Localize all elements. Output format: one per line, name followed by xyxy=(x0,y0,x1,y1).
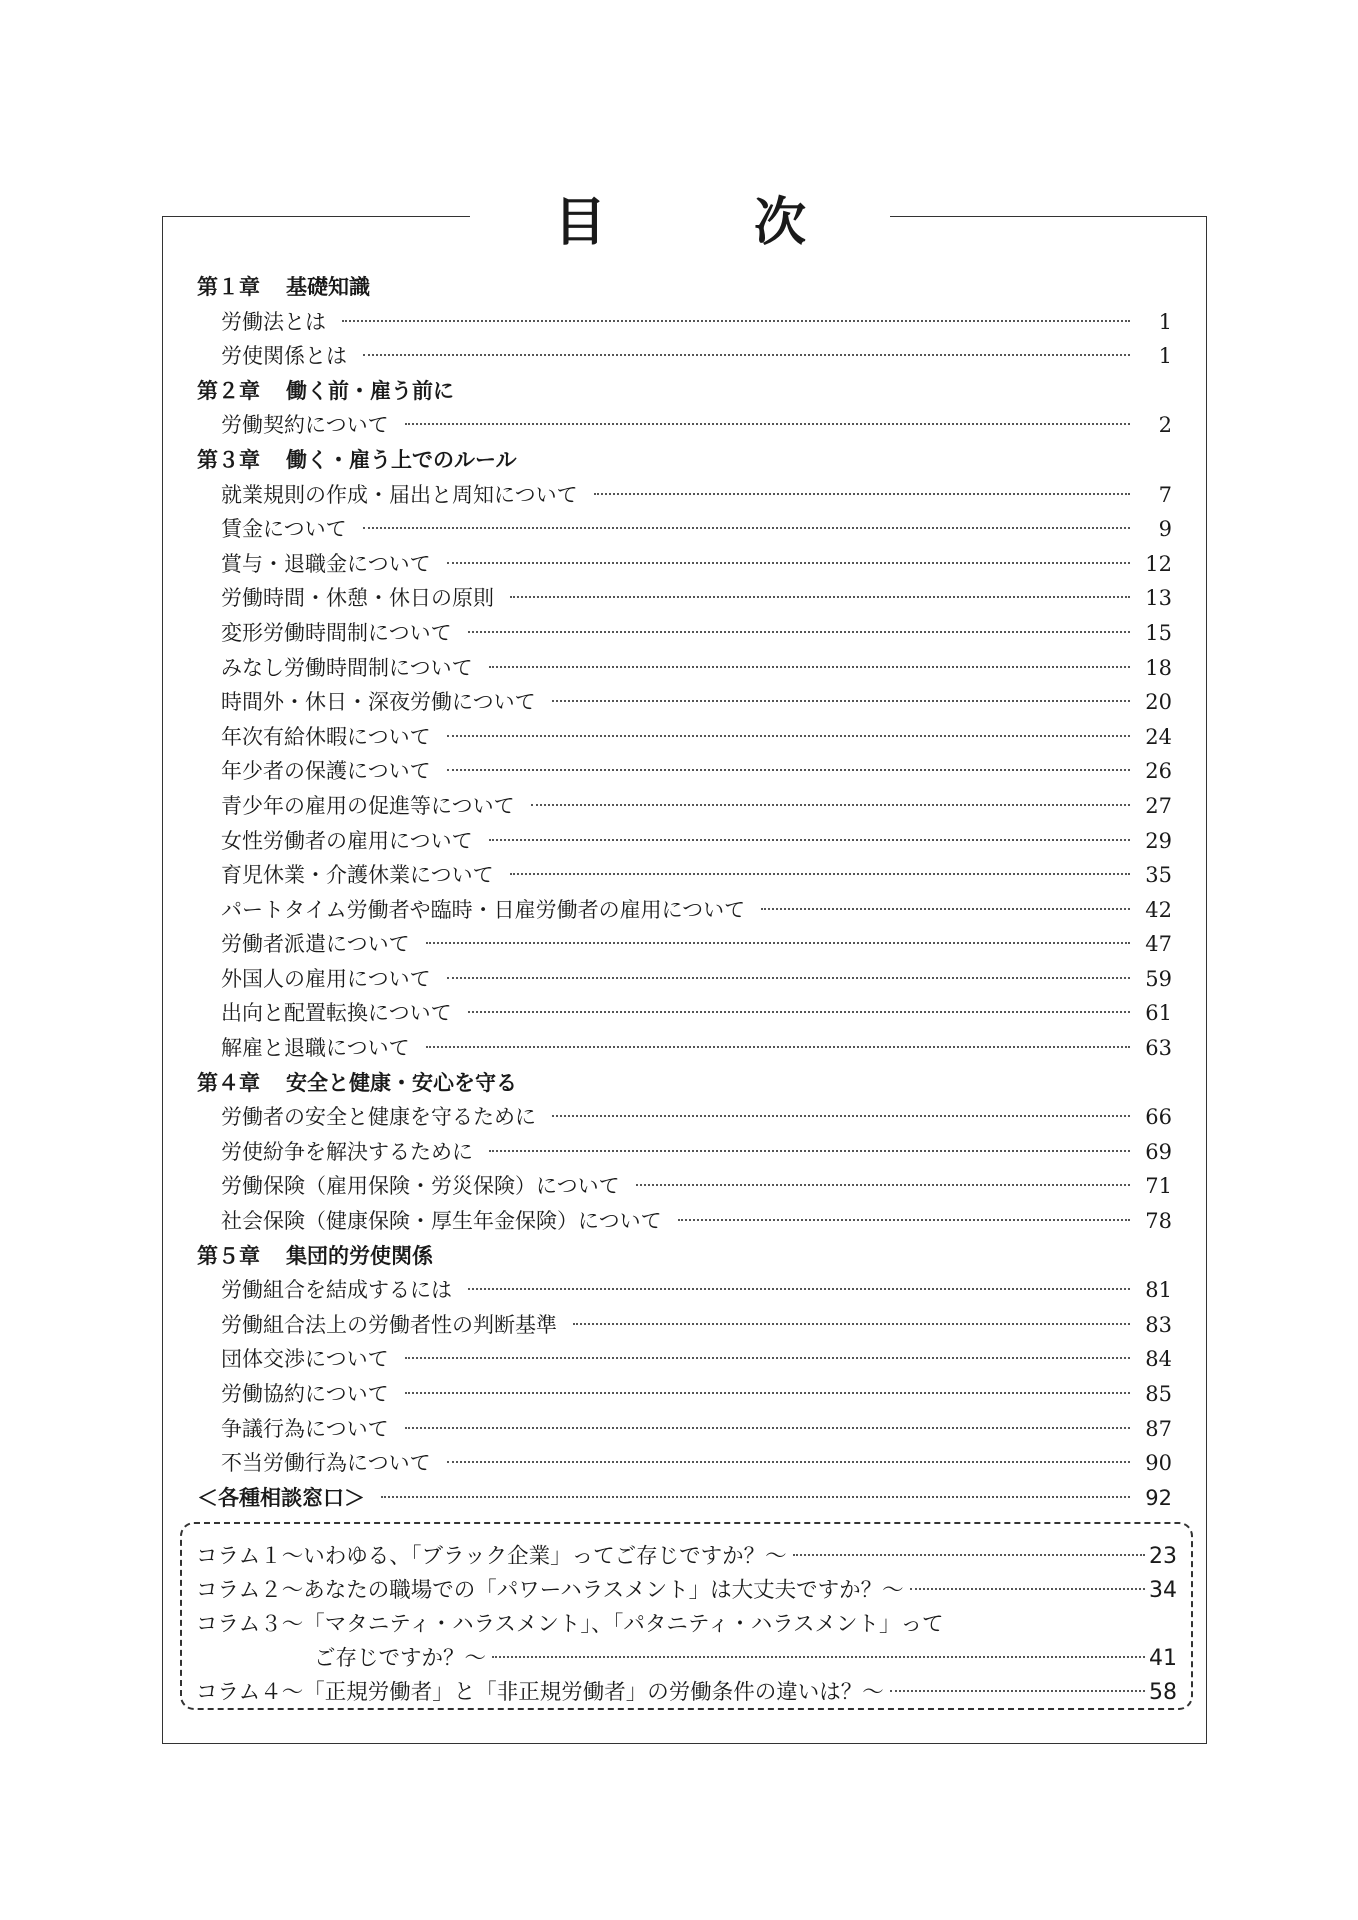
toc-entry[interactable] xyxy=(197,512,1172,547)
toc-entry-label: 時間外・休日・深夜労働について xyxy=(221,690,536,715)
toc-entry-label: 争議行為について xyxy=(221,1416,389,1441)
column-list xyxy=(180,1522,1193,1710)
toc-entry-label: 労働協約について xyxy=(221,1382,389,1406)
leader-dots xyxy=(761,908,1130,910)
toc-entry-page: 90 xyxy=(1145,1451,1172,1476)
leader-dots xyxy=(510,873,1130,875)
toc-entry-page: 61 xyxy=(1145,1001,1172,1026)
toc-entry[interactable] xyxy=(197,858,1172,893)
leader-dots xyxy=(447,977,1130,979)
toc-entry-label: 青少年の雇用の促進等について xyxy=(221,793,515,818)
toc-entry[interactable] xyxy=(197,1412,1172,1447)
leader-dots xyxy=(426,942,1130,944)
toc-entry-page: 47 xyxy=(1145,932,1172,957)
column-page: 58 xyxy=(1149,1680,1177,1705)
toc-entry-page: 2 xyxy=(1158,413,1172,438)
toc-entry[interactable] xyxy=(197,754,1172,789)
column-page: 41 xyxy=(1149,1646,1177,1671)
toc-entry-label: 不当労働行為について xyxy=(221,1451,431,1476)
column-entry-3-cont[interactable] xyxy=(196,1642,1177,1676)
title-area xyxy=(470,180,890,255)
toc-entry-page: 1 xyxy=(1158,344,1172,369)
toc-entry-label: 社会保険（健康保険・厚生年金保険）について xyxy=(221,1209,662,1234)
leader-dots xyxy=(890,1690,1145,1692)
toc-entry[interactable] xyxy=(197,1342,1172,1377)
toc-entry-page: 59 xyxy=(1145,966,1172,991)
leader-dots xyxy=(552,1115,1130,1117)
leader-dots xyxy=(594,493,1130,495)
toc-entry-page: 85 xyxy=(1145,1382,1172,1406)
column-entry-4[interactable] xyxy=(196,1676,1177,1710)
toc-entry-page: 84 xyxy=(1145,1347,1172,1372)
leader-dots xyxy=(510,596,1130,598)
chapter-title: 働く前・雇う前に xyxy=(286,378,454,403)
chapter-number: 第３章 xyxy=(197,447,260,472)
toc-entry[interactable] xyxy=(197,616,1172,651)
toc-entry-page: 81 xyxy=(1145,1278,1172,1303)
leader-dots xyxy=(492,1656,1145,1658)
toc-entry[interactable] xyxy=(197,408,1172,443)
chapter-title: 安全と健康・安心を守る xyxy=(286,1070,517,1095)
page-title xyxy=(554,180,806,255)
toc-entry-page: 7 xyxy=(1158,482,1172,507)
leader-dots xyxy=(405,1427,1130,1429)
toc-entry[interactable] xyxy=(197,893,1172,928)
toc-entry-label: 労働者の安全と健康を守るために xyxy=(221,1105,536,1130)
leader-dots xyxy=(363,354,1130,356)
toc-entry-page: 63 xyxy=(1145,1036,1172,1061)
chapter-number: 第５章 xyxy=(197,1243,260,1268)
toc-entry[interactable] xyxy=(197,789,1172,824)
toc-entry-page: 12 xyxy=(1145,551,1172,576)
toc-entry-page: 87 xyxy=(1145,1416,1172,1441)
leader-dots xyxy=(468,631,1130,633)
chapter-title: 働く・雇う上でのルール xyxy=(286,447,517,472)
chapter-heading[interactable] xyxy=(197,443,1172,478)
column-entry-3[interactable] xyxy=(196,1608,1177,1642)
toc-entry-page: 26 xyxy=(1145,759,1172,784)
toc-entry[interactable] xyxy=(197,1446,1172,1481)
leader-dots xyxy=(405,423,1130,425)
toc-entry-label: 賞与・退職金について xyxy=(221,551,431,576)
toc-entry-page: 27 xyxy=(1145,793,1172,818)
toc-entry[interactable] xyxy=(197,1204,1172,1239)
toc-entry[interactable] xyxy=(197,1135,1172,1170)
toc-entry[interactable] xyxy=(197,1308,1172,1343)
consultation-label: ＜各種相談窓口＞ xyxy=(197,1485,365,1510)
toc-entry-label: 就業規則の作成・届出と周知について xyxy=(221,482,578,507)
toc-entry-page: 35 xyxy=(1145,863,1172,888)
toc-entry-page: 29 xyxy=(1145,828,1172,853)
leader-dots xyxy=(678,1219,1130,1221)
leader-dots xyxy=(468,1011,1130,1013)
toc-entry-label: 労働法とは xyxy=(221,309,326,334)
toc-entry-label: 労使紛争を解決するために xyxy=(221,1139,473,1164)
leader-dots xyxy=(447,1461,1130,1463)
toc-entry-page: 24 xyxy=(1145,724,1172,749)
title-char-2: 次 xyxy=(754,193,807,253)
toc-entry-label: 労使関係とは xyxy=(221,344,347,369)
leader-dots xyxy=(426,1046,1130,1048)
leader-dots xyxy=(447,769,1130,771)
toc-entry-page: 9 xyxy=(1158,517,1172,542)
chapter-number: 第４章 xyxy=(197,1070,260,1095)
toc-entry[interactable] xyxy=(197,1377,1172,1412)
title-char-1: 目 xyxy=(553,193,606,253)
toc-entry-label: 労働保険（雇用保険・労災保険）について xyxy=(221,1174,620,1199)
toc-entry-page: 71 xyxy=(1145,1174,1172,1199)
chapter-number: 第２章 xyxy=(197,378,260,403)
leader-dots xyxy=(489,1150,1130,1152)
toc-entry-page: 78 xyxy=(1145,1209,1172,1234)
toc-entry-label: 労働時間・休憩・休日の原則 xyxy=(221,586,494,611)
column-entry-1[interactable] xyxy=(196,1540,1177,1574)
toc-entry-page: 66 xyxy=(1145,1105,1172,1130)
column-page: 34 xyxy=(1149,1578,1177,1603)
chapter-title: 基礎知識 xyxy=(286,275,370,299)
toc-entry[interactable] xyxy=(197,962,1172,997)
toc-entry[interactable] xyxy=(197,547,1172,582)
toc-entry-label: 出向と配置転換について xyxy=(221,1001,452,1026)
toc-entry-label: 育児休業・介護休業について xyxy=(221,863,494,888)
leader-dots xyxy=(910,1588,1145,1590)
chapter-heading[interactable] xyxy=(197,1066,1172,1101)
chapter-heading[interactable] xyxy=(197,1239,1172,1274)
toc-entry-label: 年少者の保護について xyxy=(221,759,431,784)
toc-entry-page: 15 xyxy=(1145,620,1172,645)
toc-entry-label: 労働契約について xyxy=(221,413,389,438)
toc-entry[interactable] xyxy=(197,685,1172,720)
toc-entry[interactable] xyxy=(197,305,1172,340)
toc-entry-label: 年次有給休暇について xyxy=(221,724,431,749)
leader-dots xyxy=(405,1357,1130,1359)
toc-entry-page: 83 xyxy=(1145,1312,1172,1337)
toc-entry-page: 20 xyxy=(1145,690,1172,715)
toc-entry-label: 外国人の雇用について xyxy=(221,966,431,991)
chapter-heading[interactable] xyxy=(197,374,1172,409)
toc-entry-label: みなし労働時間制について xyxy=(221,655,473,680)
table-of-contents xyxy=(197,270,1172,1515)
leader-dots xyxy=(468,1288,1130,1290)
leader-dots xyxy=(342,320,1130,322)
toc-entry[interactable] xyxy=(197,1273,1172,1308)
toc-entry-label: 労働組合法上の労働者性の判断基準 xyxy=(221,1312,557,1337)
toc-entry-page: 18 xyxy=(1145,655,1172,680)
column-entry-2[interactable] xyxy=(196,1574,1177,1608)
leader-dots xyxy=(636,1184,1130,1186)
column-label: コラム２～あなたの職場での「パワーハラスメント」は大丈夫ですか？～ xyxy=(196,1578,904,1603)
toc-entry-label: 賃金について xyxy=(221,517,347,542)
column-page: 23 xyxy=(1149,1544,1177,1569)
leader-dots xyxy=(447,562,1130,564)
chapter-number: 第１章 xyxy=(197,275,260,299)
leader-dots xyxy=(793,1554,1145,1556)
leader-dots xyxy=(489,666,1130,668)
consultation-entry[interactable] xyxy=(197,1481,1172,1516)
consultation-page: 92 xyxy=(1145,1485,1172,1510)
toc-entry-page: 69 xyxy=(1145,1139,1172,1164)
toc-entry-label: 解雇と退職について xyxy=(221,1036,410,1061)
chapter-title: 集団的労使関係 xyxy=(286,1243,433,1268)
leader-dots xyxy=(447,735,1130,737)
toc-entry[interactable] xyxy=(197,824,1172,859)
toc-entry-page: 13 xyxy=(1145,586,1172,611)
toc-entry[interactable] xyxy=(197,651,1172,686)
toc-entry-page: 1 xyxy=(1158,309,1172,334)
leader-dots xyxy=(489,839,1130,841)
toc-entry-label: 労働者派遣について xyxy=(221,932,410,957)
toc-entry-label: 団体交渉について xyxy=(221,1347,389,1372)
toc-entry[interactable] xyxy=(197,927,1172,962)
column-label: コラム１～いわゆる、「ブラック企業」ってご存じですか？～ xyxy=(196,1544,787,1569)
toc-entry-label: 女性労働者の雇用について xyxy=(221,828,473,853)
toc-entry[interactable] xyxy=(197,996,1172,1031)
leader-dots xyxy=(381,1496,1130,1498)
toc-entry[interactable] xyxy=(197,339,1172,374)
column-label: コラム４～「正規労働者」と「非正規労働者」の労働条件の違いは？～ xyxy=(196,1680,884,1705)
toc-entry-label: パートタイム労働者や臨時・日雇労働者の雇用について xyxy=(221,897,746,922)
chapter-heading[interactable] xyxy=(197,270,1172,305)
toc-entry[interactable] xyxy=(197,1100,1172,1135)
leader-dots xyxy=(573,1323,1130,1325)
toc-entry-page: 42 xyxy=(1145,897,1172,922)
leader-dots xyxy=(363,527,1130,529)
leader-dots xyxy=(552,700,1130,702)
toc-entry[interactable] xyxy=(197,478,1172,513)
column-label: コラム３～「マタニティ・ハラスメント」、「パタニティ・ハラスメント」って xyxy=(196,1612,944,1637)
column-label-cont: ご存じですか？～ xyxy=(314,1646,487,1671)
toc-entry[interactable] xyxy=(197,720,1172,755)
leader-dots xyxy=(531,804,1130,806)
leader-dots xyxy=(405,1392,1130,1394)
toc-entry[interactable] xyxy=(197,1169,1172,1204)
toc-entry[interactable] xyxy=(197,581,1172,616)
toc-entry-label: 労働組合を結成するには xyxy=(221,1278,452,1303)
toc-entry[interactable] xyxy=(197,1031,1172,1066)
toc-entry-label: 変形労働時間制について xyxy=(221,620,452,645)
